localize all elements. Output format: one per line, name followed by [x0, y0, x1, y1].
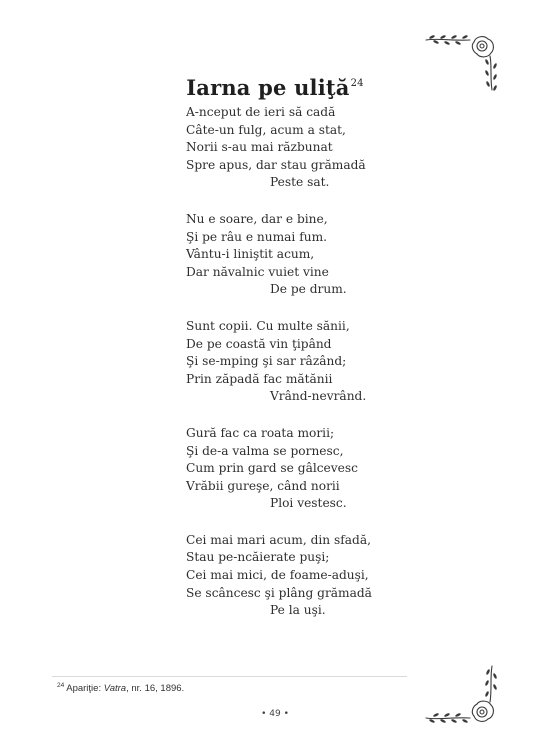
footnote: [57, 683, 184, 694]
footnote-divider: [52, 676, 407, 677]
poem-line: A-nceput de ieri să cadă: [186, 105, 336, 119]
poem-line-refrain: Peste sat.: [270, 175, 330, 190]
poem-line-refrain: Ploi vestesc.: [270, 496, 347, 511]
poem-line: Sunt copii. Cu multe sănii,: [186, 318, 350, 333]
poem-line: Şi pe râu e numai fum.: [186, 229, 327, 244]
poem-line: Prin zăpadă fac mătănii: [186, 371, 333, 386]
stanza: [186, 104, 416, 192]
poem-line: Norii s-au mai răzbunat: [186, 140, 333, 155]
stanza: [186, 532, 416, 620]
poem-title-text: Iarna pe uliţă: [186, 75, 350, 101]
poem-line: Gură fac ca roata morii;: [186, 425, 335, 440]
page-number: • 49 •: [261, 709, 289, 719]
poem-line-refrain: Pe la uşi.: [270, 603, 326, 618]
poem-line: Vrăbii gureşe, când norii: [186, 478, 340, 493]
poem-line: Cei mai mari acum, din sfadă,: [186, 532, 371, 547]
poem-line-refrain: Vrând-nevrând.: [270, 389, 367, 404]
stanza: [186, 425, 416, 513]
footnote-suffix: , nr. 16, 1896.: [126, 683, 185, 694]
poem-title: [0, 75, 550, 100]
footnote-number: 24: [57, 682, 65, 689]
poem-line: De pe coastă vin ţipând: [186, 336, 332, 351]
poem-line: Spre apus, dar stau grămadă: [186, 157, 366, 172]
poem-line: Câte-un fulg, acum a stat,: [186, 122, 346, 137]
poem-line: Vântu-i liniştit acum,: [186, 247, 315, 262]
footnote-reference[interactable]: 24: [350, 78, 364, 90]
footnote-prefix: Apariţie:: [66, 683, 104, 694]
stanza: [186, 211, 416, 299]
poem-line-refrain: De pe drum.: [270, 282, 347, 297]
poem-body: [186, 104, 416, 639]
poem-line: Şi de-a valma se pornesc,: [186, 443, 344, 458]
poem-line: Stau pe-ncăierate puşi;: [186, 550, 330, 565]
poem-line: Cum prin gard se gâlcevesc: [186, 461, 358, 476]
poem-line: Dar năvalnic vuiet vine: [186, 264, 329, 279]
poem-line: Se scâncesc şi plâng grămadă: [186, 585, 372, 600]
poem-line: Nu e soare, dar e bine,: [186, 211, 328, 226]
footnote-source: Vatra: [103, 683, 127, 694]
poem-line: Şi se-mping şi sar râzând;: [186, 354, 347, 369]
stanza: [186, 318, 416, 406]
poem-line: Cei mai mici, de foame-aduşi,: [186, 568, 369, 583]
